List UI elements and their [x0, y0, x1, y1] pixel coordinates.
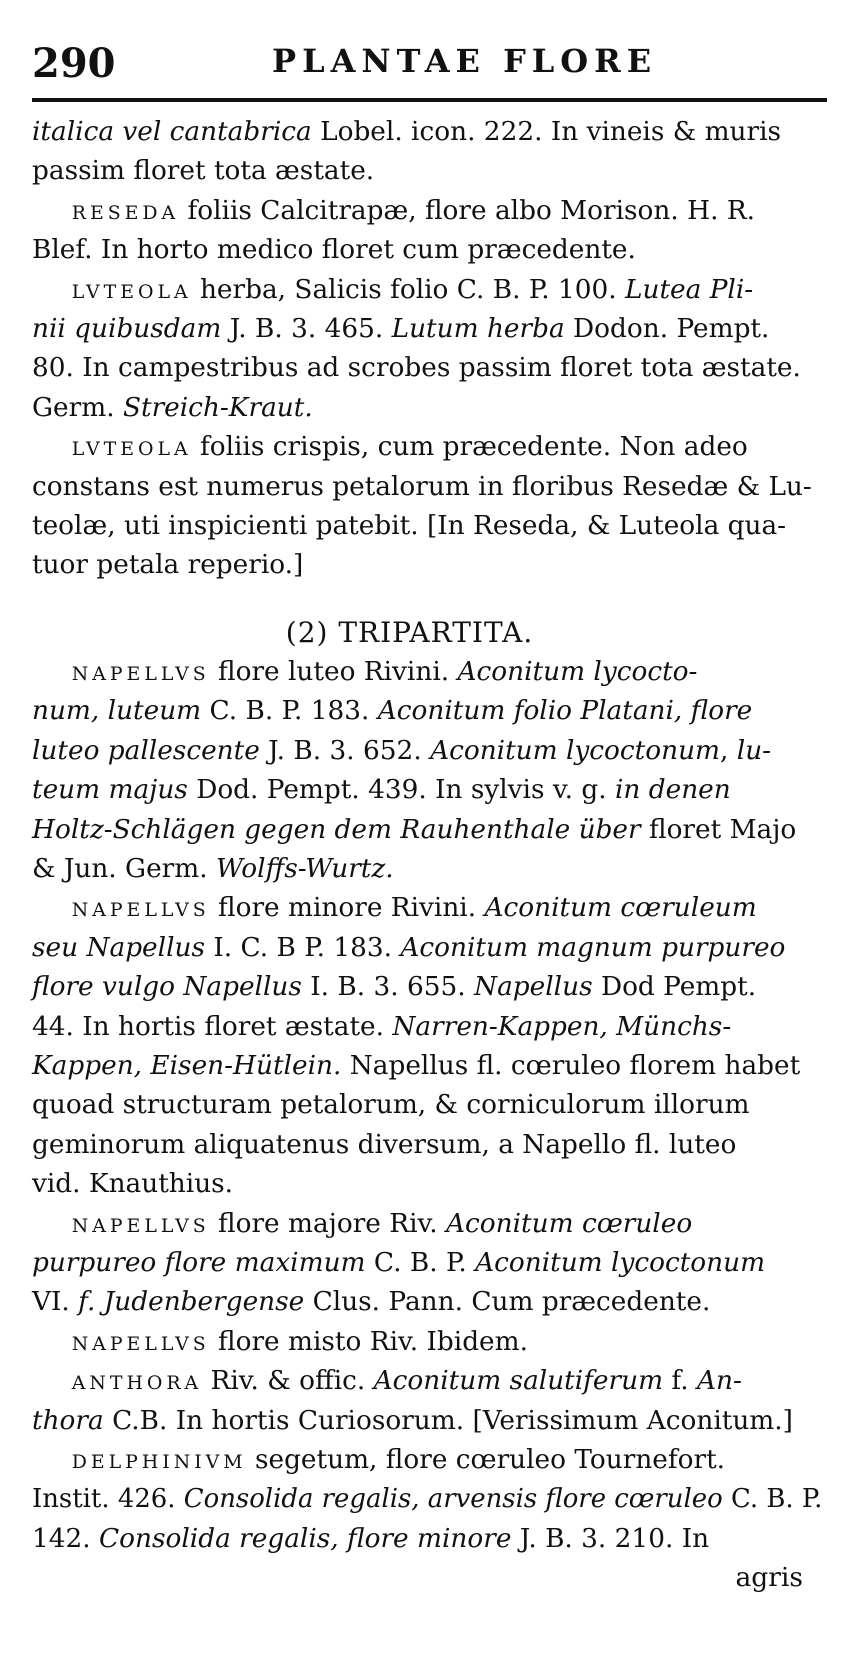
roman-text: tuor petala reperio.] — [32, 549, 304, 581]
text-line — [32, 1243, 822, 1282]
plant-name-smallcaps: NAPELLVS — [71, 1214, 210, 1237]
plant-name-smallcaps: NAPELLVS — [71, 899, 210, 922]
italic-text: nii quibusdam — [32, 312, 222, 344]
text-line — [32, 731, 822, 770]
roman-text: flore majore Riv. — [209, 1207, 447, 1239]
text-line — [32, 545, 822, 584]
italic-text: Napellus — [474, 971, 593, 1003]
italic-text: Holtz-Schlägen gegen dem Rauhenthale über — [32, 813, 641, 845]
paragraph — [32, 888, 827, 1203]
text-line — [32, 652, 822, 691]
text-line — [32, 691, 822, 730]
text-line — [32, 230, 822, 269]
roman-text: 44. In hortis floret æstate. — [32, 1010, 393, 1042]
text-line — [32, 770, 822, 809]
text-line — [32, 1164, 822, 1203]
roman-text: flore misto Riv. Ibidem. — [209, 1325, 528, 1357]
roman-text: I. B. 3. 655. — [301, 971, 475, 1003]
roman-text: J. B. 3. 652. — [259, 734, 431, 766]
text-line — [32, 309, 822, 348]
text-line — [32, 112, 822, 151]
paragraph — [32, 1440, 827, 1558]
roman-text: 142. — [32, 1522, 100, 1554]
roman-text: geminorum aliquatenus diversum, a Napello fl. luteo — [32, 1128, 737, 1160]
plant-name-smallcaps: LVTEOLA — [71, 438, 192, 461]
section-gap — [32, 599, 827, 613]
paragraph — [32, 270, 827, 428]
roman-text: Dod Pempt. — [592, 971, 757, 1003]
running-title: PLANTAE FLORE — [272, 42, 658, 80]
paragraph — [32, 112, 827, 191]
roman-text: Blef. In horto medico floret cum præcedente. — [32, 234, 636, 266]
italic-text: Aconitum lycoctonum — [475, 1246, 766, 1278]
text-line — [32, 388, 822, 427]
plant-name-smallcaps: RESEDA — [71, 201, 180, 224]
plant-name-smallcaps: ANTHORA — [71, 1372, 203, 1395]
italic-text: Consolida regalis, flore minore — [99, 1522, 512, 1554]
roman-text: C. B. P. — [365, 1246, 476, 1278]
roman-text: C. B. P. — [722, 1483, 823, 1515]
text-line — [32, 1361, 822, 1400]
italic-text: Kappen, Eisen-Hütlein. — [32, 1049, 342, 1081]
roman-text: vid. Knauthius. — [32, 1168, 234, 1200]
italic-text: num, luteum — [32, 695, 202, 727]
roman-text: passim floret tota æstate. — [32, 155, 375, 187]
italic-text: Aconitum lycocto- — [457, 656, 698, 688]
italic-text: Aconitum folio Platani, flore — [377, 695, 753, 727]
text-line — [32, 1282, 822, 1321]
plant-name-smallcaps: NAPELLVS — [71, 663, 210, 686]
roman-text: Germ. — [32, 391, 123, 423]
text-line — [32, 1401, 822, 1440]
italic-text: in denen — [614, 774, 731, 806]
text-line — [32, 191, 822, 230]
roman-text: Riv. & offic. — [202, 1365, 374, 1397]
italic-text: Aconitum cœruleum — [484, 892, 757, 924]
roman-text: flore luteo Rivini. — [209, 656, 458, 688]
page-number: 290 — [32, 40, 116, 87]
page-header — [32, 34, 822, 94]
italic-text: flore vulgo Napellus — [32, 971, 302, 1003]
roman-text: Napellus fl. cœruleo florem habet — [341, 1049, 801, 1081]
text-line — [32, 1519, 822, 1558]
text-line — [32, 1204, 822, 1243]
text-line — [32, 1125, 822, 1164]
italic-text: purpureo flore maximum — [32, 1246, 366, 1278]
text-line — [32, 849, 822, 888]
italic-text: Aconitum magnum purpureo — [400, 931, 786, 963]
text-line — [32, 1479, 823, 1518]
text-line — [32, 1085, 822, 1124]
italic-text: lu- — [736, 734, 772, 766]
roman-text: Clus. Pann. Cum præcedente. — [304, 1286, 711, 1318]
roman-text: J. B. 3. 210. In — [511, 1522, 710, 1554]
italic-text: Consolida regalis, arvensis flore cœruleo — [183, 1483, 723, 1515]
italic-text: Lutum herba — [391, 312, 565, 344]
roman-text: Instit. 426. — [32, 1483, 184, 1515]
paragraph — [32, 191, 827, 270]
roman-text: J. B. 3. 465. — [221, 312, 392, 344]
plant-name-smallcaps: LVTEOLA — [71, 280, 192, 303]
section-heading: (2) TRIPARTITA. — [285, 615, 534, 649]
text-line — [32, 467, 822, 506]
body-text — [32, 112, 827, 1597]
italic-text: Streich-Kraut. — [122, 391, 313, 423]
roman-text: flore minore Rivini. — [209, 892, 485, 924]
italic-text: luteo pallescente — [32, 734, 260, 766]
roman-text: constans est numerus petalorum in floribus Resedæ & Lu- — [32, 470, 812, 502]
roman-text: Dod. Pempt. 439. In sylvis v. g. — [187, 774, 615, 806]
paragraph — [32, 1361, 827, 1440]
roman-text: & Jun. Germ. — [32, 853, 217, 885]
text-line — [32, 348, 822, 387]
roman-text: 80. In campestribus ad scrobes passim floret tota æstate. — [32, 352, 801, 384]
text-line — [32, 270, 822, 309]
italic-text: seu Napellus — [32, 931, 205, 963]
text-line — [32, 928, 822, 967]
italic-text: thora — [32, 1404, 104, 1436]
roman-text: floret Majo — [640, 813, 797, 845]
italic-text: teum majus — [32, 774, 188, 806]
roman-text: C.B. In hortis Curiosorum. [Verissimum Aconitum.] — [103, 1404, 793, 1436]
plant-name-smallcaps: DELPHINIVM — [71, 1450, 247, 1473]
roman-text: f. — [663, 1365, 697, 1397]
text-line — [32, 1007, 822, 1046]
roman-text: Dodon. Pempt. — [564, 312, 770, 344]
italic-text: f. Judenbergense — [78, 1286, 305, 1318]
paragraph — [32, 1322, 827, 1361]
text-line — [32, 506, 822, 545]
text-line — [32, 1322, 822, 1361]
roman-text: herba, Salicis folio C. B. P. 100. — [191, 273, 625, 305]
italic-text: Aconitum cœruleo — [446, 1207, 693, 1239]
text-line — [32, 1046, 822, 1085]
paragraph — [32, 427, 827, 585]
italic-text: italica vel cantabrica — [32, 116, 312, 147]
paragraph — [32, 652, 827, 888]
italic-text: Aconitum lycoctonum — [430, 734, 721, 766]
italic-text: Aconitum salutiferum — [373, 1365, 664, 1397]
paragraph — [32, 1204, 827, 1322]
italic-text: Narren-Kappen, Münchs- — [392, 1010, 732, 1042]
roman-text: foliis crispis, cum præcedente. Non adeo — [191, 431, 748, 463]
roman-text: I. C. B P. 183. — [204, 931, 401, 963]
italic-text: Lutea Pli- — [624, 273, 754, 305]
roman-text: quoad structuram petalorum, & corniculorum illorum — [32, 1089, 750, 1121]
catchword: agris — [735, 1562, 803, 1594]
plant-name-smallcaps: NAPELLVS — [71, 1332, 210, 1355]
text-line — [32, 427, 822, 466]
roman-text: , — [720, 734, 737, 766]
section-gap — [32, 585, 827, 599]
roman-text: VI. — [32, 1286, 79, 1318]
text-line — [32, 810, 822, 849]
text-line — [32, 888, 822, 927]
italic-text: Wolffs-Wurtz. — [216, 853, 394, 885]
header-rule — [32, 98, 827, 102]
roman-text: foliis Calcitrapæ, flore albo Morison. H. R. — [179, 194, 756, 226]
roman-text: C. B. P. 183. — [201, 695, 378, 727]
italic-text: An- — [696, 1365, 742, 1397]
text-line — [32, 151, 822, 190]
roman-text: Lobel. icon. 222. In vineis & muris — [311, 116, 782, 147]
roman-text: segetum, flore cœruleo Tournefort. — [246, 1443, 726, 1475]
text-line — [32, 1440, 822, 1479]
roman-text: teolæ, uti inspicienti patebit. [In Reseda, & Luteola qua- — [32, 509, 787, 541]
text-line — [32, 967, 822, 1006]
